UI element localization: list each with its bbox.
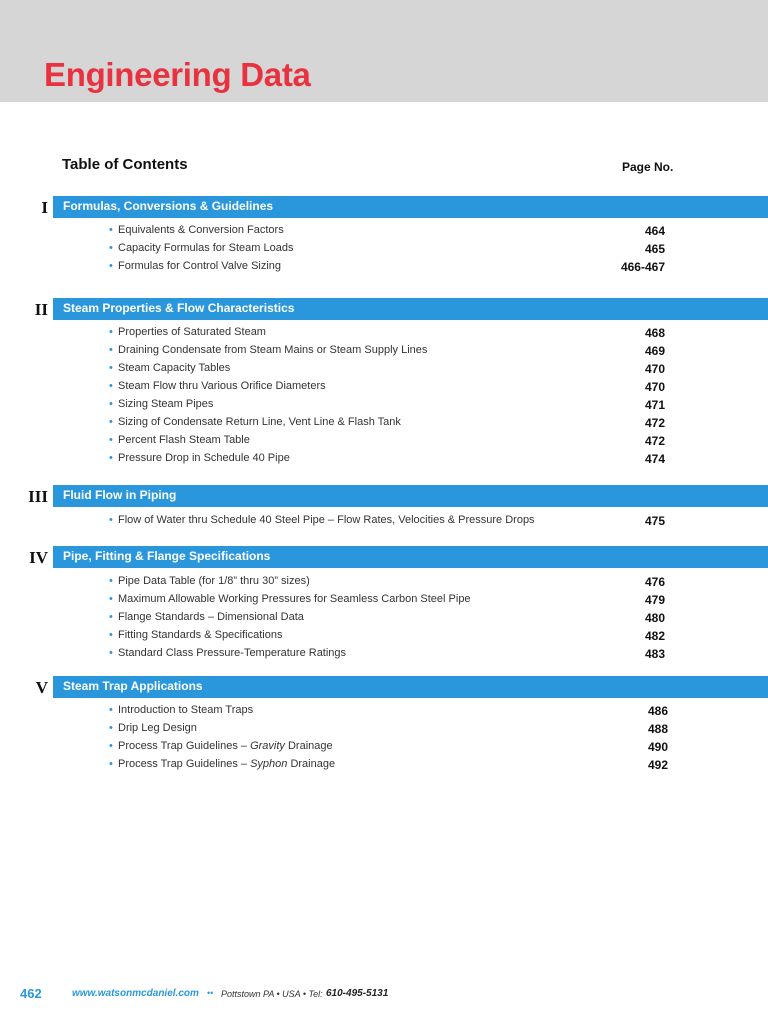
toc-entry-label-emphasis: Gravity bbox=[250, 740, 285, 752]
toc-entry-page: 465 bbox=[644, 242, 665, 256]
section-title: Steam Trap Applications bbox=[63, 679, 203, 693]
toc-entry-label: Standard Class Pressure-Temperature Ratings bbox=[118, 647, 347, 659]
bullet-icon: • bbox=[109, 758, 113, 770]
toc-entry[interactable] bbox=[0, 259, 768, 277]
toc-entry-page: 474 bbox=[644, 452, 665, 466]
bullet-icon: • bbox=[109, 722, 113, 734]
bullet-icon: • bbox=[109, 593, 113, 605]
toc-entry-page: 490 bbox=[647, 740, 668, 754]
bullet-icon: • bbox=[109, 611, 113, 623]
section-numeral: II bbox=[34, 300, 48, 319]
footer-phone: 610-495-5131 bbox=[326, 988, 389, 999]
bullet-icon: • bbox=[109, 575, 113, 587]
toc-entry-label: Drip Leg Design bbox=[118, 722, 197, 734]
toc-entry[interactable] bbox=[0, 513, 768, 531]
toc-entry[interactable] bbox=[0, 415, 768, 433]
section-numeral: IV bbox=[29, 548, 48, 567]
toc-entry-label: Sizing of Condensate Return Line, Vent Line & Flash Tank bbox=[118, 416, 401, 428]
toc-entry-page: 492 bbox=[647, 758, 668, 772]
toc-entry-label-emphasis: Syphon bbox=[250, 758, 288, 770]
toc-entry-label: Steam Capacity Tables bbox=[118, 362, 231, 374]
section-title: Pipe, Fitting & Flange Specifications bbox=[63, 549, 271, 563]
toc-entry-page: 470 bbox=[644, 362, 665, 376]
footer-address: Pottstown PA • USA • Tel: bbox=[221, 989, 323, 999]
toc-entry-label: Pressure Drop in Schedule 40 Pipe bbox=[118, 452, 290, 464]
bullet-icon: • bbox=[109, 416, 113, 428]
toc-entry-page: 488 bbox=[647, 722, 668, 736]
section-title: Fluid Flow in Piping bbox=[63, 488, 177, 502]
toc-entry-page: 480 bbox=[644, 611, 665, 625]
toc-entry-label: Capacity Formulas for Steam Loads bbox=[118, 242, 294, 254]
footer-website-link[interactable]: www.watsonmcdaniel.com bbox=[72, 988, 199, 999]
toc-entry[interactable] bbox=[0, 574, 768, 592]
toc-entry-label: Flange Standards – Dimensional Data bbox=[118, 611, 304, 623]
section-numeral: I bbox=[41, 198, 48, 217]
toc-entry-label: Percent Flash Steam Table bbox=[118, 434, 250, 446]
footer-page-number: 462 bbox=[20, 986, 42, 1001]
bullet-icon: • bbox=[109, 647, 113, 659]
toc-heading: Table of Contents bbox=[62, 156, 188, 173]
toc-entry-label: Maximum Allowable Working Pressures for Seamless Carbon Steel Pipe bbox=[118, 593, 471, 605]
toc-entry[interactable] bbox=[0, 223, 768, 241]
toc-entry-label: Properties of Saturated Steam bbox=[118, 326, 266, 338]
section-numeral: V bbox=[35, 678, 48, 697]
toc-entry-page: 479 bbox=[644, 593, 665, 607]
page-footer bbox=[0, 986, 768, 1006]
bullet-icon: • bbox=[109, 260, 113, 272]
bullet-icon: • bbox=[109, 629, 113, 641]
toc-entry-label: Sizing Steam Pipes bbox=[118, 398, 214, 410]
bullet-icon: • bbox=[109, 452, 113, 464]
toc-entry[interactable] bbox=[0, 433, 768, 451]
toc-entry-page: 466-467 bbox=[620, 260, 665, 274]
section-title-bar bbox=[53, 196, 768, 218]
toc-entry[interactable] bbox=[0, 241, 768, 259]
bullet-icon: • bbox=[109, 740, 113, 752]
section-title-bar bbox=[53, 298, 768, 320]
toc-entry[interactable] bbox=[0, 343, 768, 361]
toc-entry-label-text: Drainage bbox=[284, 740, 333, 752]
bullet-icon: • bbox=[109, 326, 113, 338]
toc-entry-label: Draining Condensate from Steam Mains or Steam Supply Lines bbox=[118, 344, 428, 356]
toc-entry[interactable] bbox=[0, 628, 768, 646]
toc-entry-page: 486 bbox=[647, 704, 668, 718]
page-no-heading: Page No. bbox=[622, 160, 674, 174]
toc-entry[interactable] bbox=[0, 739, 768, 757]
bullet-icon: • bbox=[109, 704, 113, 716]
toc-entry-label: Fitting Standards & Specifications bbox=[118, 629, 283, 641]
toc-entry[interactable] bbox=[0, 646, 768, 664]
bullet-icon: • bbox=[109, 514, 113, 526]
toc-entry-page: 482 bbox=[644, 629, 665, 643]
section-title-bar bbox=[53, 485, 768, 507]
section-title-bar bbox=[53, 546, 768, 568]
bullet-icon: • bbox=[109, 398, 113, 410]
toc-entry-page: 464 bbox=[644, 224, 665, 238]
toc-entry-page: 471 bbox=[644, 398, 665, 412]
toc-entry[interactable] bbox=[0, 361, 768, 379]
toc-entry-label bbox=[118, 758, 335, 770]
bullet-icon: • bbox=[109, 434, 113, 446]
toc-entry[interactable] bbox=[0, 703, 768, 721]
bullet-icon: • bbox=[109, 224, 113, 236]
toc-entry-label-text: Process Trap Guidelines – bbox=[118, 758, 251, 770]
toc-entry-label: Flow of Water thru Schedule 40 Steel Pipe – Flow Rates, Velocities & Pressure Drops bbox=[118, 514, 535, 526]
toc-entry-label: Introduction to Steam Traps bbox=[118, 704, 254, 716]
toc-entry-page: 469 bbox=[644, 344, 665, 358]
toc-entry-label bbox=[118, 740, 333, 752]
section-title: Formulas, Conversions & Guidelines bbox=[63, 199, 274, 213]
bullet-icon: • bbox=[109, 362, 113, 374]
toc-entry-page: 476 bbox=[644, 575, 665, 589]
toc-entry-page: 472 bbox=[644, 434, 665, 448]
toc-entry-page: 483 bbox=[644, 647, 665, 661]
toc-entry-label: Steam Flow thru Various Orifice Diameters bbox=[118, 380, 326, 392]
toc-entry-label-text: Drainage bbox=[287, 758, 336, 770]
toc-entry[interactable] bbox=[0, 757, 768, 775]
bullet-icon: • bbox=[109, 242, 113, 254]
bullet-icon: • bbox=[109, 380, 113, 392]
toc-entry[interactable] bbox=[0, 379, 768, 397]
section-title-bar bbox=[53, 676, 768, 698]
toc-entry[interactable] bbox=[0, 610, 768, 628]
bullet-icon: • bbox=[109, 344, 113, 356]
toc-entry[interactable] bbox=[0, 325, 768, 343]
toc-entry[interactable] bbox=[0, 721, 768, 739]
section-title: Steam Properties & Flow Characteristics bbox=[63, 301, 295, 315]
toc-entry-label: Equivalents & Conversion Factors bbox=[118, 224, 284, 236]
toc-entry-page: 468 bbox=[644, 326, 665, 340]
toc-entry[interactable] bbox=[0, 592, 768, 610]
section-numeral: III bbox=[28, 487, 48, 506]
toc-entry[interactable] bbox=[0, 451, 768, 469]
toc-entry-label-text: Process Trap Guidelines – bbox=[118, 740, 251, 752]
page-title: Engineering Data bbox=[44, 56, 311, 93]
footer-separator: •• bbox=[207, 988, 214, 998]
toc-entry-label: Formulas for Control Valve Sizing bbox=[118, 260, 282, 272]
toc-entry-label: Pipe Data Table (for 1/8” thru 30” sizes) bbox=[118, 575, 310, 587]
toc-entry-page: 475 bbox=[644, 514, 665, 528]
toc-entry-page: 470 bbox=[644, 380, 665, 394]
toc-entry[interactable] bbox=[0, 397, 768, 415]
toc-entry-page: 472 bbox=[644, 416, 665, 430]
